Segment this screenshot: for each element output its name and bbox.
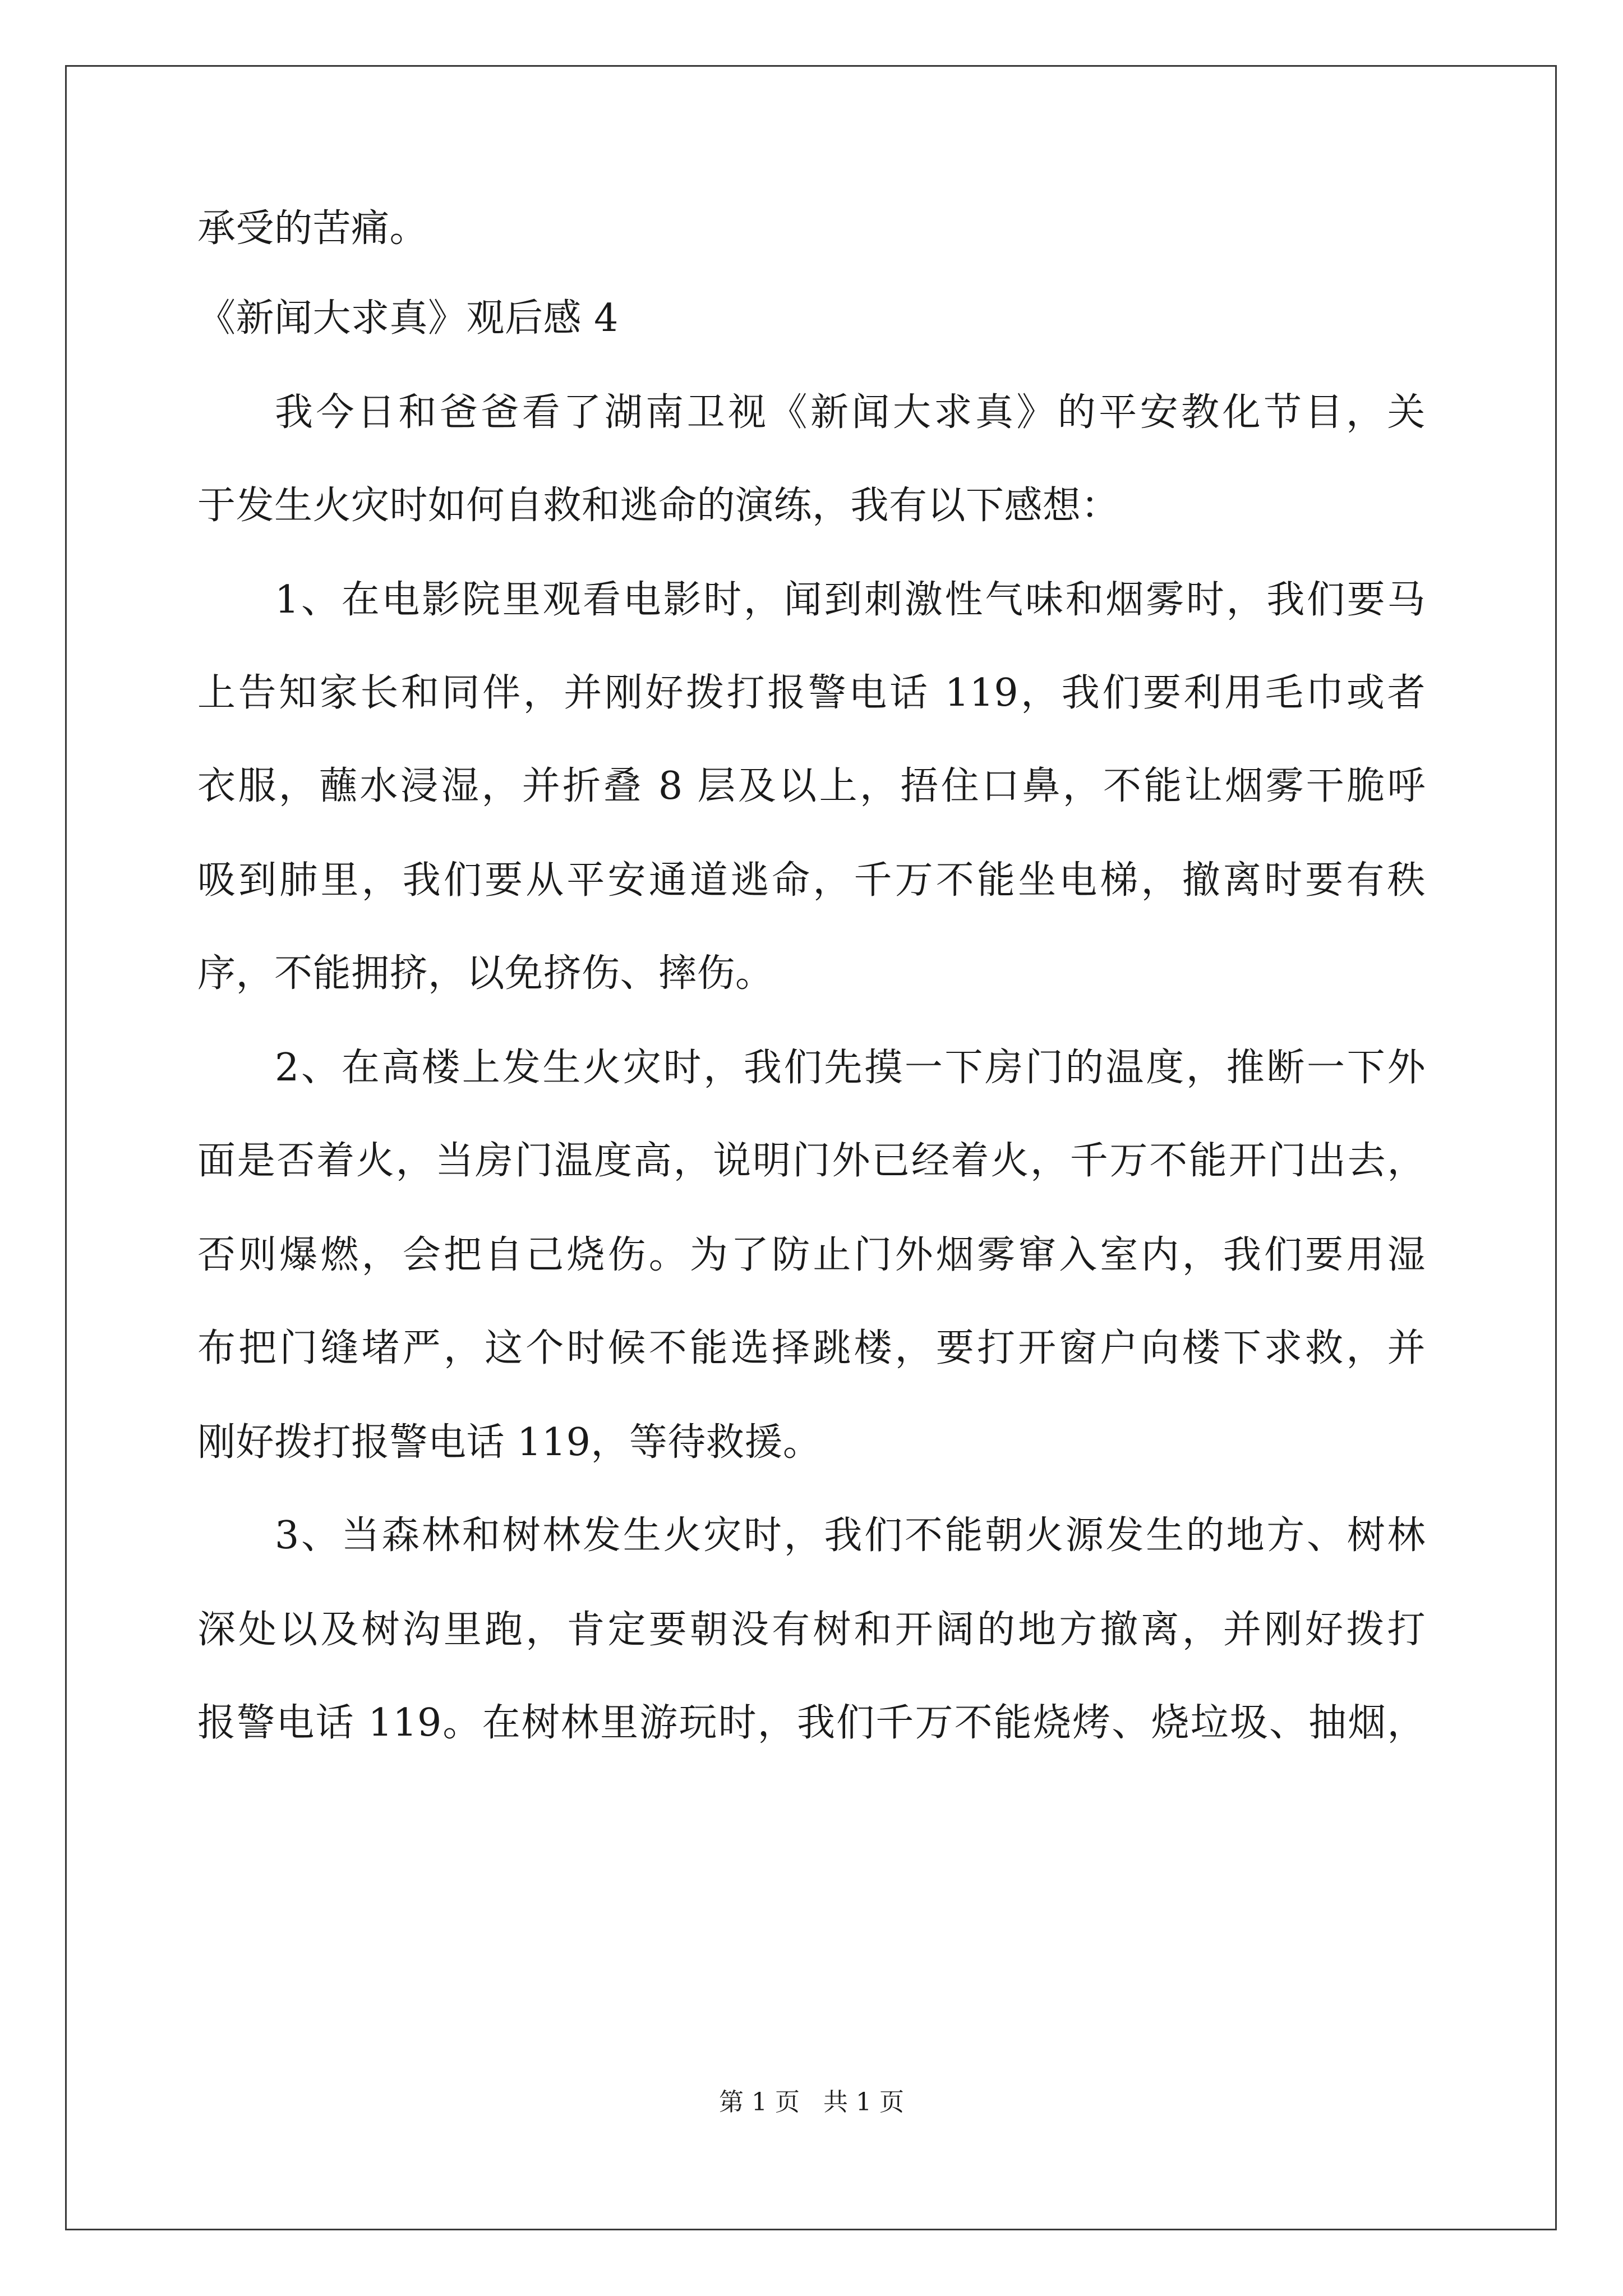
- text-line: 面是否着火，当房门温度高，说明门外已经着火，千万不能开门出去，: [197, 1139, 1426, 1183]
- text-line: 序，不能拥挤，以免挤伤、摔伤。: [197, 951, 774, 996]
- text-line: 承受的苦痛。: [197, 206, 428, 251]
- page-number-footer: 第 1 页 共 1 页: [719, 2088, 904, 2116]
- text-line: 布把门缝堵严，这个时候不能选择跳楼，要打开窗户向楼下求救，并: [197, 1326, 1426, 1370]
- text-line: 于发生火灾时如何自救和逃命的演练，我有以下感想：: [197, 484, 1120, 528]
- text-line: 吸到肺里，我们要从平安通道逃命，千万不能坐电梯，撤离时要有秩: [197, 858, 1426, 903]
- text-line: 1、在电影院里观看电影时，闻到刺激性气味和烟雾时，我们要马: [275, 578, 1426, 622]
- text-line: 否则爆燃，会把自己烧伤。为了防止门外烟雾窜入室内，我们要用湿: [197, 1233, 1426, 1277]
- text-line: 上告知家长和同伴，并刚好拨打报警电话 119，我们要利用毛巾或者: [197, 671, 1426, 715]
- text-line: 衣服，蘸水浸湿，并折叠 8 层及以上，捂住口鼻，不能让烟雾干脆呼: [197, 764, 1426, 808]
- text-line: 3、当森林和树林发生火灾时，我们不能朝火源发生的地方、树林: [275, 1513, 1426, 1558]
- text-line: 我今日和爸爸看了湖南卫视《新闻大求真》的平安教化节目，关: [275, 390, 1426, 435]
- text-line: 刚好拨打报警电话 119，等待救援。: [197, 1420, 822, 1465]
- text-line: 报警电话 119。在树林里游玩时，我们千万不能烧烤、烧垃圾、抽烟，: [197, 1701, 1426, 1745]
- text-line: 2、在高楼上发生火灾时，我们先摸一下房门的温度，推断一下外: [275, 1046, 1426, 1090]
- text-line: 深处以及树沟里跑，肯定要朝没有树和开阔的地方撤离，并刚好拨打: [197, 1608, 1426, 1652]
- section-heading: 《新闻大求真》观后感 4: [197, 296, 619, 341]
